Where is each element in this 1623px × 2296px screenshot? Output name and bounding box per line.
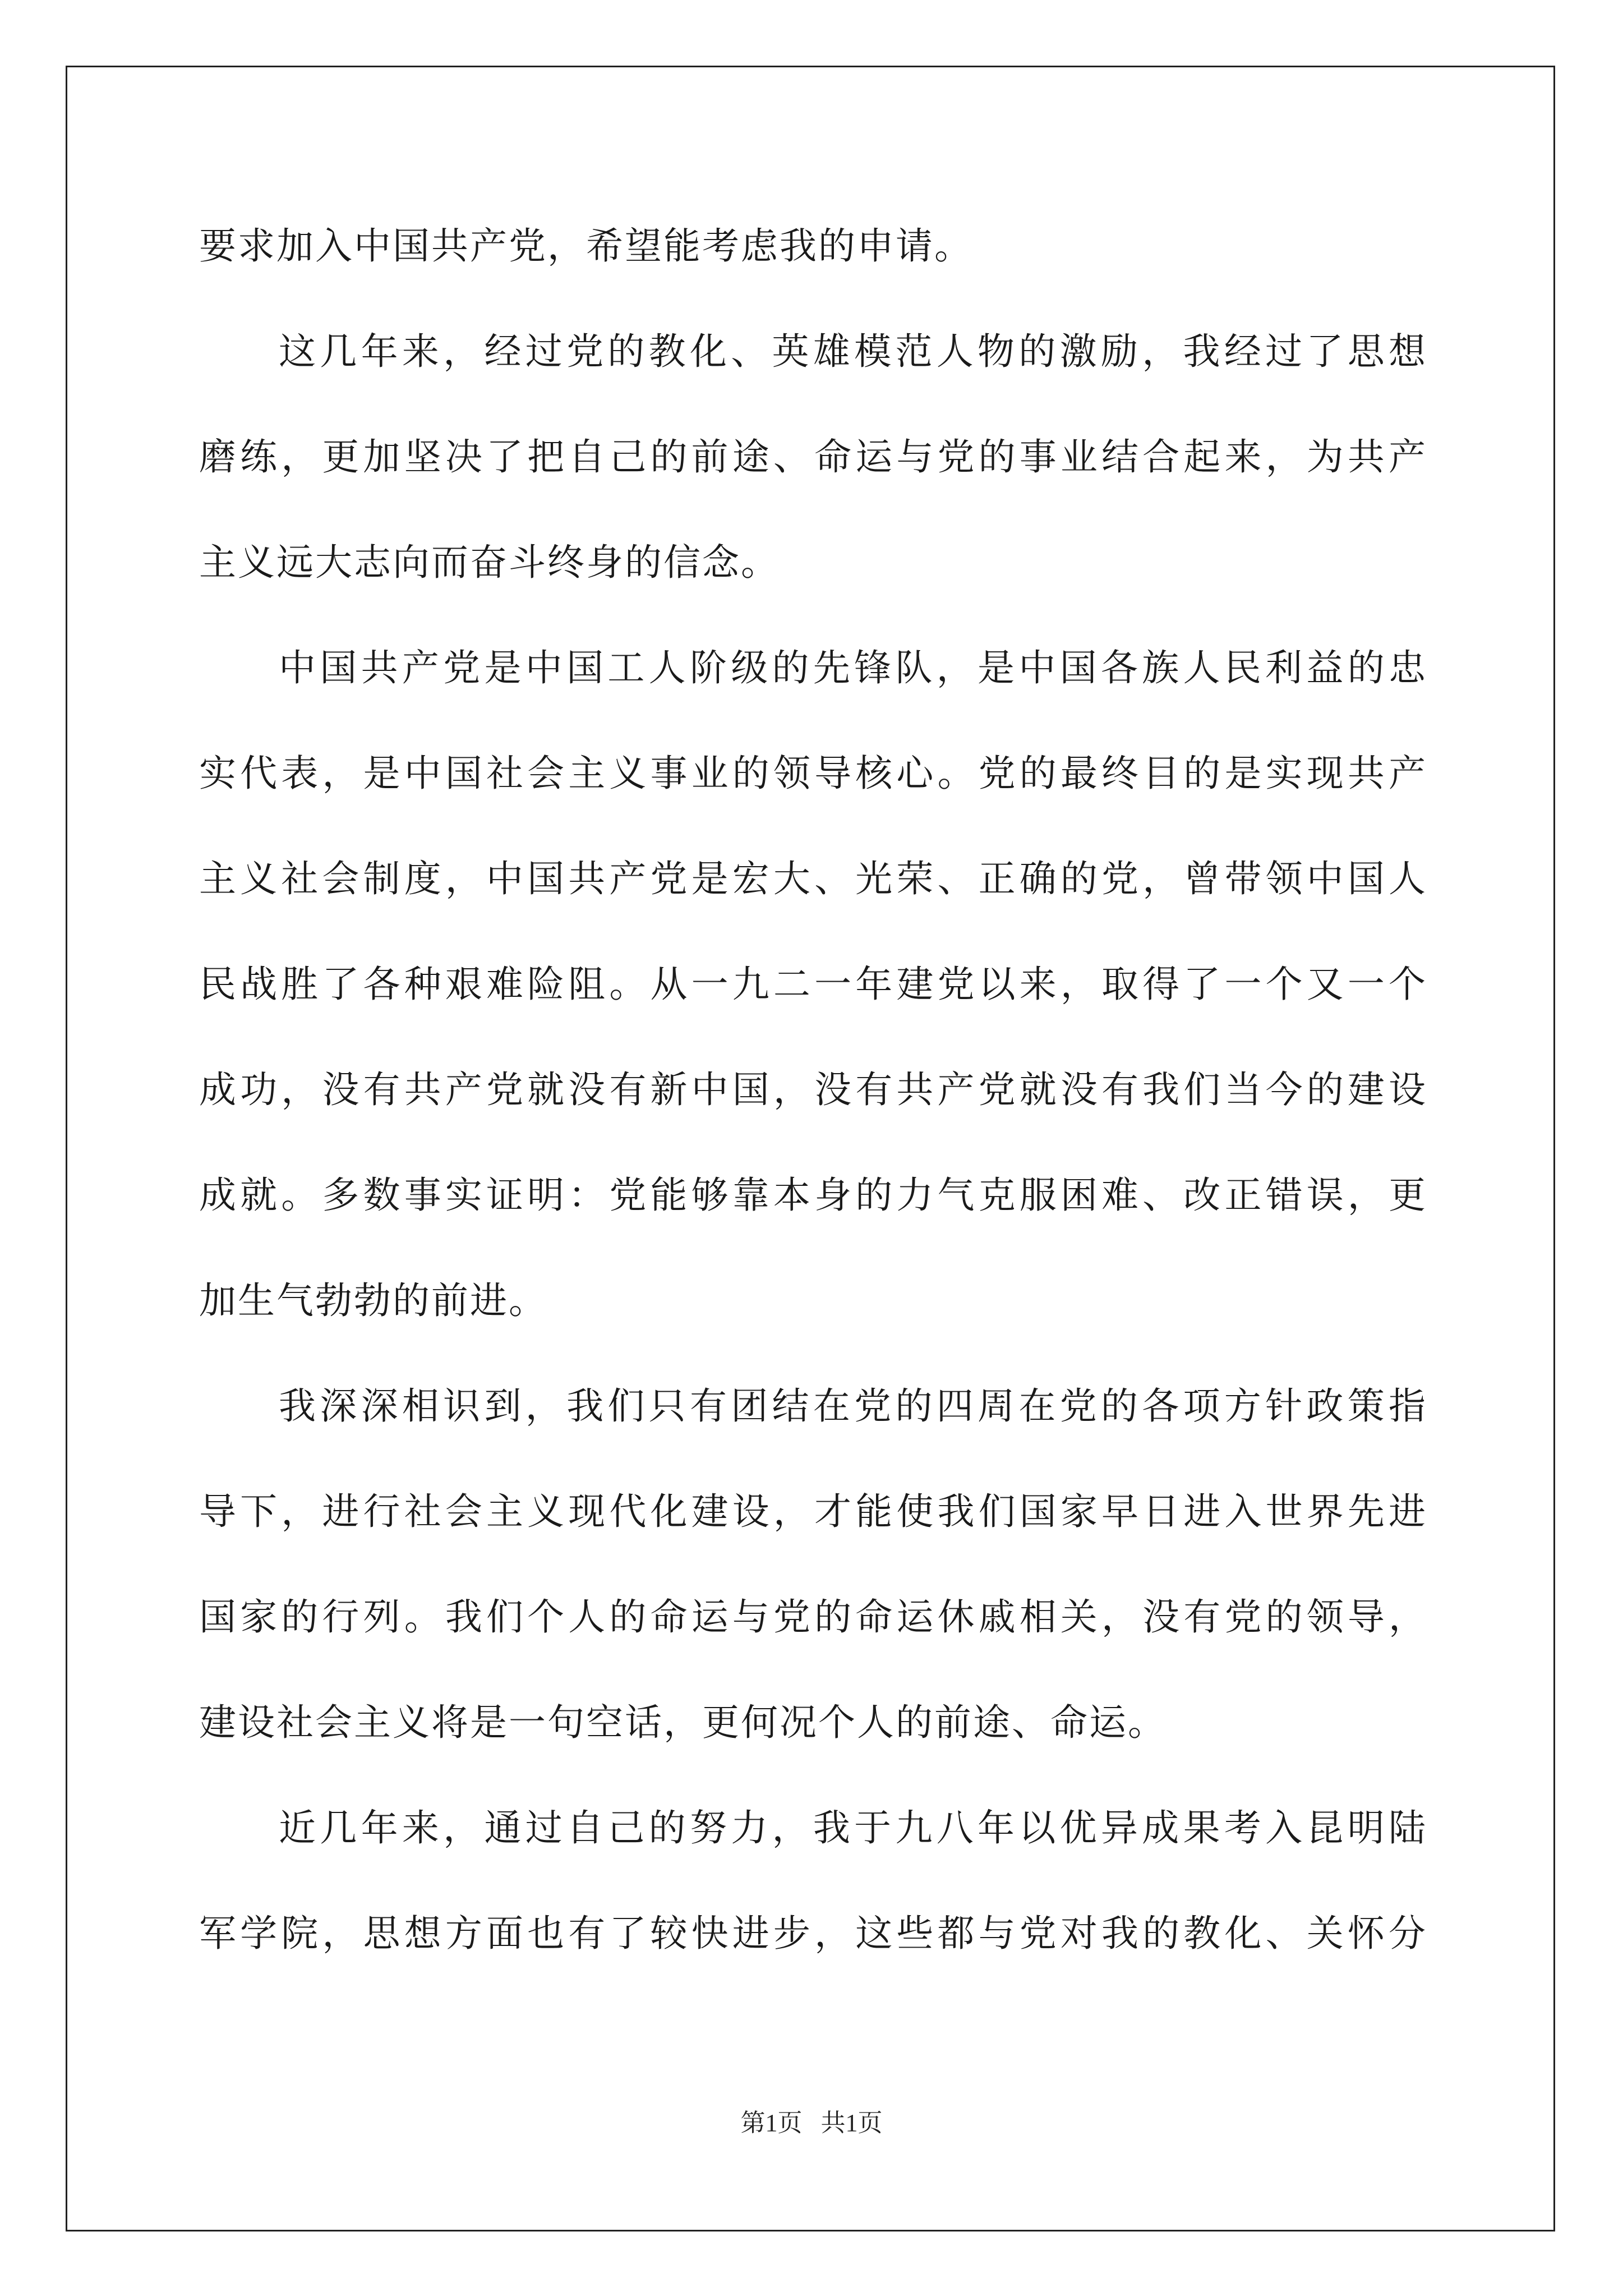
- text-line: 加生气勃勃的前进。: [199, 1279, 547, 1322]
- text-line: 成就。多数事实证明：党能够靠本身的力气克服困难、改正错误，更: [199, 1174, 1427, 1217]
- text-line: 民战胜了各种艰难险阻。从一九二一年建党以来，取得了一个又一个: [199, 963, 1427, 1006]
- text-line: 要求加入中国共产党，希望能考虑我的申请。: [199, 224, 973, 268]
- text-line: 国家的行列。我们个人的命运与党的命运休戚相关，没有党的领导，: [199, 1595, 1427, 1639]
- text-line: 磨练，更加坚决了把自己的前途、命运与党的事业结合起来，为共产: [199, 435, 1427, 478]
- text-line: 主义社会制度，中国共产党是宏大、光荣、正确的党，曾带领中国人: [199, 857, 1427, 900]
- text-line: 主义远大志向而奋斗终身的信念。: [199, 541, 780, 584]
- text-line: 这几年来，经过党的教化、英雄模范人物的激励，我经过了思想: [279, 330, 1427, 373]
- page-number-footer: 第1页 共1页: [740, 2109, 883, 2137]
- text-line: 近几年来，通过自己的努力，我于九八年以优异成果考入昆明陆: [279, 1806, 1427, 1849]
- text-line: 导下，进行社会主义现代化建设，才能使我们国家早日进入世界先进: [199, 1490, 1427, 1533]
- document-body: [199, 194, 1427, 1986]
- text-line: 建设社会主义将是一句空话，更何况个人的前途、命运。: [199, 1701, 1166, 1744]
- text-line: 我深深相识到，我们只有团结在党的四周在党的各项方针政策指: [279, 1384, 1427, 1428]
- text-line: 中国共产党是中国工人阶级的先锋队，是中国各族人民利益的忠: [279, 646, 1427, 689]
- text-line: 成功，没有共产党就没有新中国，没有共产党就没有我们当今的建设: [199, 1068, 1427, 1111]
- text-line: 实代表，是中国社会主义事业的领导核心。党的最终目的是实现共产: [199, 752, 1427, 795]
- text-line: 军学院，思想方面也有了较快进步，这些都与党对我的教化、关怀分: [199, 1912, 1427, 1955]
